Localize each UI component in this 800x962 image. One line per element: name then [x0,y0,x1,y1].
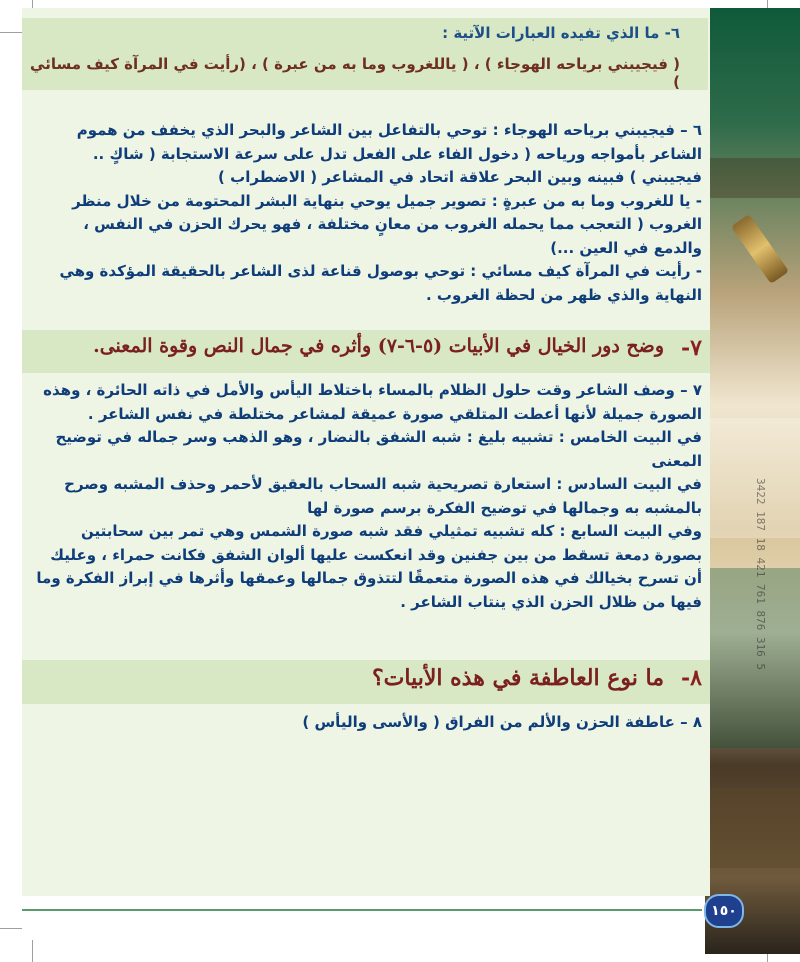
decorative-photo-strip [705,8,800,954]
question-6-box [22,18,708,90]
photo-numbers: 3422 187 18 421 761 876 316 5 [754,478,767,671]
crop-mark [32,940,33,962]
question-8-title: ما نوع العاطفة في هذه الأبيات؟ [371,665,664,691]
answer-7-paragraph-1: ٧ – وصف الشاعر وقت حلول الظلام بالمساء باختلاط اليأس والأمل في ذاته الحائرة ، وهذه الصورة جميلة لأنها أعطت المتلقي صورة عميقة لمشاعر مختلطة في نفس الشاعر . [43,381,702,423]
answer-6-paragraph-1: ٦ – فيجيبني برياحه الهوجاء : توحي بالتفاعل بين الشاعر والبحر الذي يخفف من هموم الشاعر بأمواجه ورياحه ( دخول الفاء على الفعل تدل على سرعة الاستجابة ( شاكٍ .. فيجيبني ) فبينه وبين البحر علاقة اتحاد في المشاعر ( الاضطراب ) [76,121,702,186]
answer-8 [30,711,702,735]
footer-divider [22,909,702,911]
answer-8-text: ٨ – عاطفة الحزن والألم من الفراق ( والأسى واليأس ) [302,713,702,731]
crop-mark [0,32,22,33]
answer-7 [30,379,702,614]
crop-mark [0,928,22,929]
question-7-number: ٧- [681,335,702,361]
page-number-badge: ١٥٠ [704,894,744,928]
answer-6-paragraph-3: - رأيت في المرآة كيف مسائي : توحي بوصول قناعة لذى الشاعر بالحقيقة المؤكدة وهي النهاية والذي ظهر من لحظة الغروب . [59,262,702,304]
question-6-heading: ٦- ما الذي تفيده العبارات الآتية : [442,24,680,42]
answer-7-paragraph-2: في البيت الخامس : تشبيه بليغ : شبه الشفق بالنضار ، وهو الذهب وسر جماله في توضيح المعنى [55,428,702,470]
question-7-title: وضح دور الخيال في الأبيات (٥-٦-٧) وأثره في جمال النص وقوة المعنى. [93,335,664,357]
answer-7-paragraph-3: في البيت السادس : استعارة تصريحية شبه السحاب بالعقيق لأحمر وحذف المشبه وصرح بالمشبه به وجمالها في توضيح الفكرة برسم صورة لها [64,475,702,517]
question-7-banner [22,330,710,373]
question-8-number: ٨- [681,665,702,691]
question-8-banner [22,660,710,704]
fountain-pen-image [731,214,789,284]
answer-6 [30,119,702,307]
question-6-phrases: ( فيجيبني برياحه الهوجاء ) ، ( ياللغروب وما به من عبرة ) ، (رأيت في المرآة كيف مسائي ) [30,55,680,91]
answer-7-paragraph-4: وفي البيت السابع : كله تشبيه تمثيلي فقد شبه صورة الشمس وهي تمر بين سحابتين بصورة دمعة تسقط من بين جفنين وقد انعكست عليها ألوان الشفق فكانت حمراء ، وعليك أن تسرح بخيالك في هذه الصورة متعمقًا لتتذوق جمالها وعمقها وأثرها في إبراز الفكرة وما فيها من ظلال الحزن الذي ينتاب الشاعر . [36,522,702,611]
answer-6-paragraph-2: - يا للغروب وما به من عبرةٍ : تصوير جميل يوحي بنهاية البشر المحتومة من خلال منظر الغروب ( التعجب مما يحمله الغروب من معانٍ مختلفة ، فهو يحرك الحزن في النفس ، والدمع في العين ...) [72,191,702,257]
